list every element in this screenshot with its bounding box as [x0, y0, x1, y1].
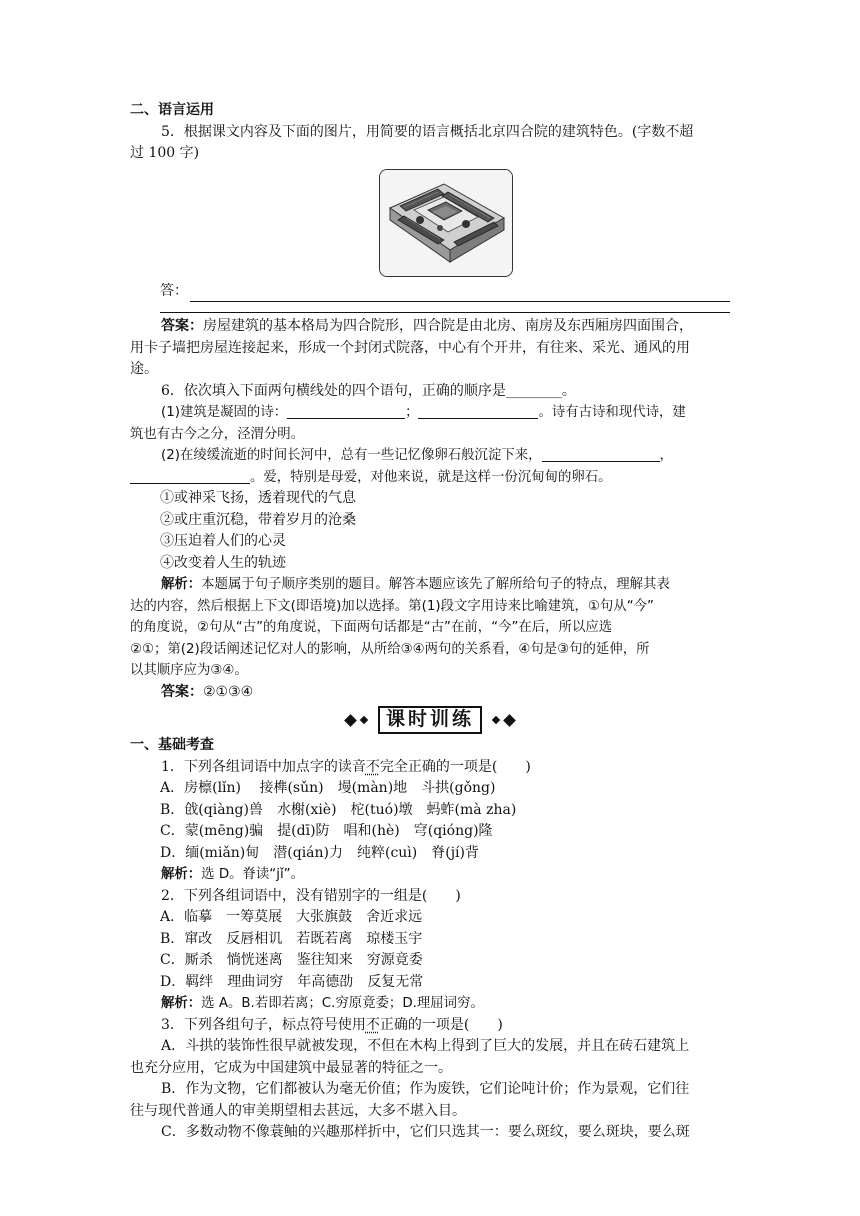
answer-label: 答案：	[161, 318, 203, 334]
page-content	[130, 100, 730, 1144]
q6-blank-2[interactable]	[418, 403, 538, 419]
q5-stem-line2: 过 100 字)	[130, 145, 200, 161]
q3-option-a-line1: A．斗拱的装饰性很早就被发现，不但在木构上得到了巨大的发展，并且在砖石建筑上	[161, 1038, 690, 1054]
q3-stem: 3．下列各组句子，标点符号使用不正确的一项是( )	[161, 1016, 503, 1033]
q3-option-c-line1: C．多数动物不像蓑鲉的兴趣那样折中，它们只选其一：要么斑纹，要么斑块，要么斑	[161, 1124, 690, 1140]
banner-title: 课时训练	[378, 706, 482, 734]
q3-option-a-line2: 也充分应用，它成为中国建筑中最显著的特征之一。	[130, 1059, 452, 1076]
section-banner	[130, 706, 730, 734]
q1-option-a: A．房檩(lǐn) 接榫(sǔn) 墁(màn)地 斗拱(gǒng)	[160, 780, 496, 796]
q3-option-b-line2: 往与现代普通人的审美期望相去甚远，大多不堪入目。	[130, 1102, 466, 1119]
q6-blank-4[interactable]	[130, 468, 250, 484]
q5-answer-prompt: 答：	[160, 282, 188, 299]
q6-blank-3[interactable]	[542, 446, 660, 462]
q1-option-c: C．蒙(mēng)骗 提(dī)防 唱和(hè) 穹(qióng)隆	[160, 823, 493, 839]
section-heading-basics: 一、基础考查	[130, 737, 214, 753]
q6-answer: 答案：②①③④	[161, 683, 254, 700]
q2-option-b: B．窜改 反唇相讥 若既若离 琼楼玉宇	[160, 930, 423, 947]
q5-answer-blank-2[interactable]	[160, 302, 730, 313]
q6-stem: 6．依次填入下面两句横线处的四个语句，正确的顺序是________。	[161, 382, 576, 399]
q5-answer-line1: 答案：房屋建筑的基本格局为四合院形，四合院是由北房、南房及东西厢房四面围合，	[161, 318, 693, 334]
q2-stem: 2．下列各组词语中，没有错别字的一组是( )	[161, 887, 461, 904]
q1-analysis: 解析：选 D。脊读“jǐ”。	[161, 867, 305, 882]
q5-answer-line3: 途。	[130, 361, 158, 377]
q2-option-d: D．羁绊 理曲词穷 年高德劭 反复无常	[160, 973, 424, 990]
q6-option-4: ④改变着人生的轨迹	[160, 554, 286, 571]
section-heading-language-use: 二、语言运用	[130, 102, 214, 118]
q6-analysis-line1: 解析：本题属于句子顺序类别的题目。解答本题应该先了解所给句子的特点，理解其表	[161, 577, 670, 592]
q6-blank-1[interactable]	[287, 403, 405, 419]
q6-analysis-line4: ②①；第(2)段话阐述记忆对人的影响，从所给③④两句的关系看，④句是③句的延伸，所	[130, 641, 650, 657]
diamond-small-icon	[492, 716, 500, 724]
q1-stem: 1．下列各组词语中加点字的读音不完全正确的一项是( )	[161, 758, 531, 775]
q1-option-b: B．戗(qiàng)兽 水榭(xiè) 柁(tuó)墩 蚂蚱(mà zha)	[160, 801, 517, 818]
q1-option-d: D．缅(miǎn)甸 潜(qián)力 纯粹(cuì) 脊(jí)背	[160, 844, 479, 861]
diamond-icon	[503, 714, 516, 727]
diamond-icon	[344, 714, 357, 727]
analysis-label: 解析：	[161, 577, 202, 592]
q6-analysis-line2: 达的内容，然后根据上下文(即语境)加以选择。第(1)段文字用诗来比喻建筑，①句从“今”	[130, 598, 654, 614]
q6-passage2-line1: (2)在绫缓流逝的时间长河中，总有一些记忆像卵石般沉淀下来， ，	[161, 448, 673, 463]
siheyuan-courtyard-image	[379, 169, 513, 277]
q6-passage1-line1: (1)建筑是凝固的诗： ； 。诗有古诗和现代诗，建	[161, 405, 686, 420]
q6-option-3: ③压迫着人们的心灵	[160, 533, 286, 549]
q6-passage2-line2: 。爱，特别是母爱，对他来说，就是这样一份沉甸甸的卵石。	[130, 467, 730, 489]
q5-answer-line	[130, 281, 730, 303]
q3-option-b-line1: B．作为文物，它们都被认为毫无价值；作为废铁，它们论吨计价；作为景观，它们往	[161, 1081, 690, 1097]
q5-stem-line1: 5．根据课文内容及下面的图片，用简要的语言概括北京四合院的建筑特色。(字数不超	[161, 123, 694, 140]
q2-option-a: A．临摹 一筹莫展 大张旗鼓 舍近求远	[160, 909, 423, 925]
q2-analysis: 解析：选 A。B.若即若离；C.穷原竟委；D.理屈词穷。	[161, 996, 484, 1011]
q6-analysis-line5: 以其顺序应为③④。	[130, 663, 248, 678]
diamond-small-icon	[360, 716, 368, 724]
q6-option-2: ②或庄重沉稳，带着岁月的沧桑	[160, 511, 356, 528]
q5-answer-line2: 用卡子墙把房屋连接起来，形成一个封闭式院落，中心有个开井，有往来、采光、通风的用	[130, 339, 690, 356]
q6-passage1-line2: 筑也有古今之分，泾渭分明。	[130, 426, 305, 442]
q6-analysis-line3: 的角度说，②句从“古”的角度说，下面两句话都是“古”在前，“今”在后，所以应选	[130, 620, 613, 635]
q5-answer-blank[interactable]	[190, 285, 730, 302]
q6-option-1: ①或神采飞扬，透着现代的气息	[160, 490, 356, 506]
q2-option-c: C．厮杀 惝恍迷离 鉴往知来 穷源竟委	[160, 952, 423, 968]
